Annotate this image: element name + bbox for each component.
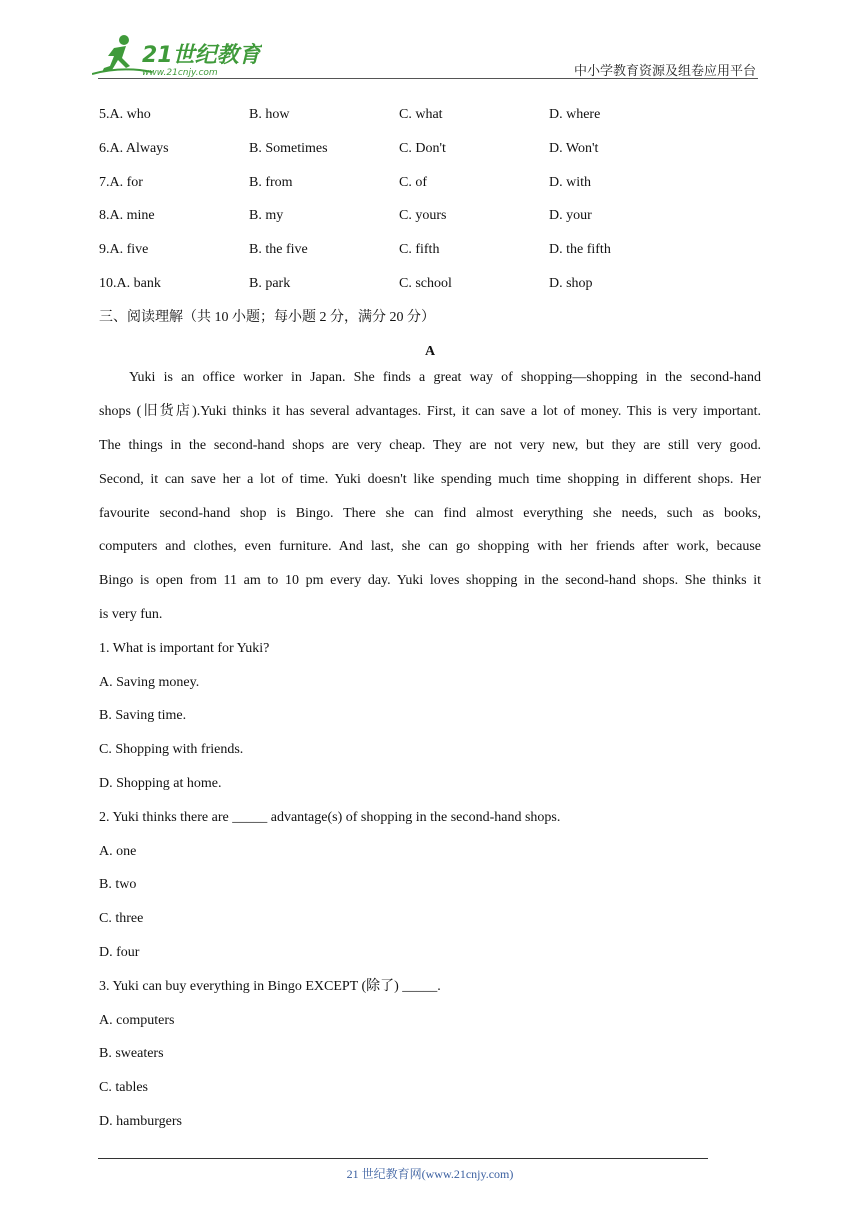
option-d: D. shop [549, 275, 593, 291]
question-3 [99, 977, 761, 1146]
option-b: B. park [249, 275, 291, 291]
option-d: D. your [549, 208, 592, 224]
answer-option: B. sweaters [99, 1046, 164, 1062]
answer-option: D. four [99, 944, 140, 960]
option-a: 5.A. who [99, 107, 151, 122]
option-b: B. from [249, 174, 293, 190]
answer-option: C. three [99, 911, 144, 927]
answer-option: B. two [99, 877, 137, 893]
passage-line: favourite second-hand shop is Bingo. There she can find almost everything she needs, such as books, [99, 505, 761, 521]
passage-line: The things in the second-hand shops are very cheap. They are not very new, but they are still very good. [99, 437, 761, 453]
logo-url: www.21cnjy.com [142, 68, 218, 78]
option-row [99, 139, 761, 173]
option-c: C. school [399, 275, 452, 291]
question-stem: 2. Yuki thinks there are _____ advantage(s) of shopping in the second-hand shops. [99, 809, 561, 825]
answer-option: B. Saving time. [99, 708, 187, 724]
option-b: B. the five [249, 242, 308, 258]
option-c: C. fifth [399, 242, 440, 258]
passage-line: Second, it can save her a lot of time. Yuki doesn't like spending much time shopping in different shops. Her [99, 471, 761, 487]
option-c: C. yours [399, 208, 447, 224]
option-a: 6.A. Always [99, 140, 169, 156]
footer-divider [98, 1158, 708, 1159]
option-c: C. of [399, 174, 427, 190]
passage-line: computers and clothes, even furniture. And last, she can go shopping with her friends after work, because [99, 539, 761, 555]
passage-line: Yuki is an office worker in Japan. She finds a great way of shopping—shopping in the second-hand [129, 370, 761, 386]
option-a: 8.A. mine [99, 208, 155, 224]
footer-link[interactable]: 21 世纪教育网(www.21cnjy.com) [346, 1167, 514, 1181]
option-b: B. my [249, 208, 284, 224]
option-row [99, 274, 761, 308]
page-header [0, 0, 860, 82]
option-a: 7.A. for [99, 174, 143, 190]
section-title: 三、阅读理解（共 10 小题；每小题 2 分，满分 20 分） [99, 309, 435, 325]
question-1 [99, 639, 761, 808]
document-body [99, 105, 761, 1146]
option-c: C. Don't [399, 140, 446, 156]
reading-passage [99, 368, 761, 638]
answer-option: A. one [99, 843, 137, 859]
option-d: D. with [549, 174, 591, 190]
header-divider [98, 78, 758, 79]
runner-logo-icon [92, 34, 262, 80]
header-platform-name: 中小学教育资源及组卷应用平台 [573, 63, 756, 78]
option-c: C. what [399, 107, 443, 122]
passage-line: is very fun. [99, 606, 163, 622]
question-stem: 3. Yuki can buy everything in Bingo EXCEPT (除了) _____. [99, 978, 441, 994]
option-row [99, 173, 761, 207]
logo-text: 21世纪教育 [142, 43, 261, 68]
answer-option: D. Shopping at home. [99, 775, 222, 791]
passage-label: A [424, 343, 436, 359]
question-2 [99, 808, 761, 977]
option-row [99, 240, 761, 274]
option-d: D. the fifth [549, 242, 611, 258]
option-row [99, 206, 761, 240]
option-d: D. Won't [549, 140, 599, 156]
passage-line: Bingo is open from 11 am to 10 pm every day. Yuki loves shopping in the second-hand shops. She thinks it [99, 573, 761, 589]
option-b: B. how [249, 107, 290, 122]
answer-option: A. computers [99, 1012, 175, 1028]
option-row [99, 105, 761, 139]
answer-option: A. Saving money. [99, 674, 200, 690]
option-b: B. Sometimes [249, 140, 328, 156]
option-a: 9.A. five [99, 242, 149, 258]
option-d: D. where [549, 107, 601, 122]
answer-option: C. Shopping with friends. [99, 742, 244, 758]
question-stem: 1. What is important for Yuki? [99, 640, 270, 656]
option-a: 10.A. bank [99, 275, 161, 291]
answer-option: D. hamburgers [99, 1113, 182, 1129]
cloze-options [99, 105, 761, 308]
answer-option: C. tables [99, 1080, 148, 1096]
passage-line: shops (旧货店).Yuki thinks it has several advantages. First, it can save a lot of money. This is very important. [99, 404, 761, 420]
site-logo [92, 34, 262, 80]
